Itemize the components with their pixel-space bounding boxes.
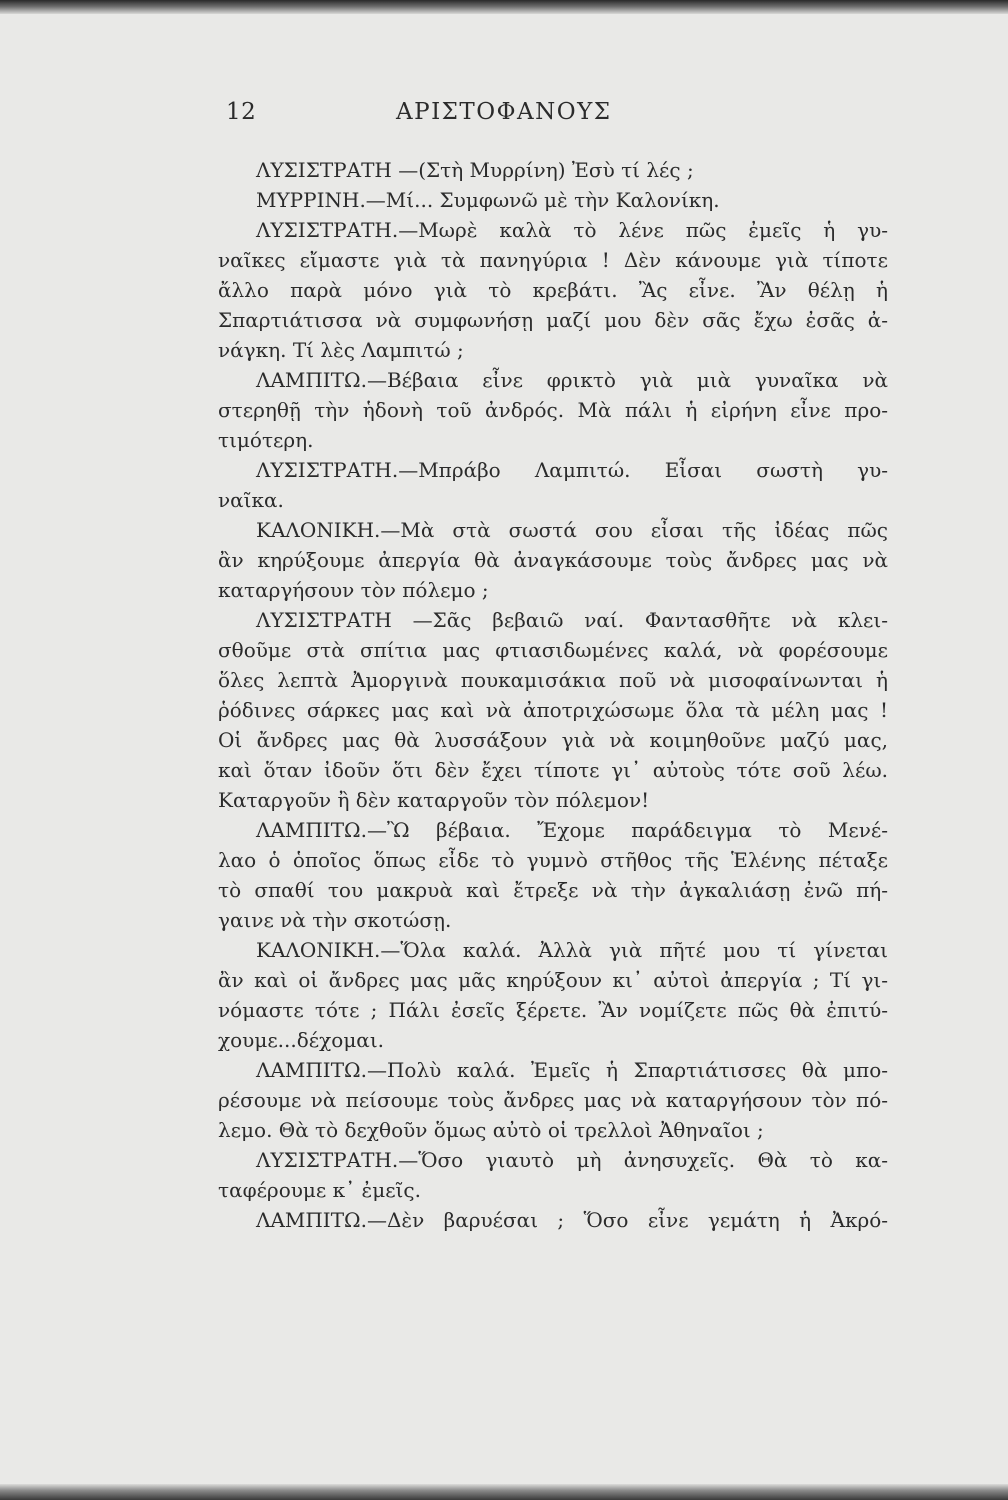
text-line: στερηθῇ τὴν ἡδονὴ τοῦ ἀνδρός. Μὰ πάλι ἡ εἰρήνη εἶνε προ-: [218, 398, 888, 422]
text-line: ΚΑΛΟΝΙΚΗ.—Μὰ στὰ σωστά σου εἶσαι τῆς ἰδέας πῶς: [256, 518, 888, 542]
text-line: ΛΥΣΙΣΤΡΑΤΗ.—Ὅσο γιαυτὸ μὴ ἀνησυχεῖς. Θὰ τὸ κα-: [256, 1148, 888, 1172]
text-line: Οἱ ἄνδρες μας θὰ λυσσάξουν γιὰ νὰ κοιμηθοῦνε μαζύ μας,: [218, 728, 888, 752]
scan-top-edge: [0, 0, 1008, 14]
text-line: λεμο. Θὰ τὸ δεχθοῦν ὅμως αὐτὸ οἱ τρελλοὶ Ἀθηναῖοι ;: [218, 1118, 764, 1142]
text-line: χουμε...δέχομαι.: [218, 1028, 385, 1052]
text-line: ΛΑΜΠΙΤΩ.—Δὲν βαρυέσαι ; Ὅσο εἶνε γεμάτη ἡ Ἀκρό-: [256, 1208, 888, 1232]
text-line: σθοῦμε στὰ σπίτια μας φτιασιδωμένες καλά, νὰ φορέσουμε: [218, 638, 888, 662]
text-line: ἂν καὶ οἱ ἄνδρες μας μᾶς κηρύξουν κι᾽ αὐτοὶ ἀπεργία ; Τί γι-: [218, 968, 888, 992]
text-line: ΛΥΣΙΣΤΡΑΤΗ.—Μπράβο Λαμπιτώ. Εἶσαι σωστὴ γυ-: [256, 458, 888, 482]
text-line: ἄλλο παρὰ μόνο γιὰ τὸ κρεβάτι. Ἂς εἶνε. Ἂν θέλῃ ἡ: [218, 278, 888, 302]
text-line: ΜΥΡΡΙΝΗ.—Μί... Συμφωνῶ μὲ τὴν Καλονίκη.: [256, 188, 720, 212]
text-line: λαο ὁ ὁποῖος ὅπως εἶδε τὸ γυμνὸ στῆθος τῆς Ἑλένης πέταξε: [218, 848, 888, 872]
text-line: ΛΑΜΠΙΤΩ.—Ὢ βέβαια. Ἔχομε παράδειγμα τὸ Μενέ-: [256, 818, 888, 842]
text-line: ἂν κηρύξουμε ἀπεργία θὰ ἀναγκάσουμε τοὺς ἄνδρες μας νὰ: [218, 548, 888, 572]
running-head: ΑΡΙΣΤΟΦΑΝΟΥΣ: [396, 99, 612, 125]
text-line: νόμαστε τότε ; Πάλι ἐσεῖς ξέρετε. Ἂν νομίζετε πῶς θὰ ἐπιτύ-: [218, 998, 888, 1022]
text-line: ΛΑΜΠΙΤΩ.—Βέβαια εἶνε φρικτὸ γιὰ μιὰ γυναῖκα νὰ: [256, 368, 888, 392]
scan-bottom-edge: [0, 1484, 1008, 1500]
text-line: ΛΥΣΙΣΤΡΑΤΗ.—Μωρὲ καλὰ τὸ λένε πῶς ἐμεῖς ἡ γυ-: [256, 218, 888, 242]
text-line: ὅλες λεπτὰ Ἀμοργινὰ πουκαμισάκια ποῦ νὰ μισοφαίνωνται ἡ: [218, 668, 888, 692]
body-text: [218, 155, 888, 1235]
text-line: ῥόδινες σάρκες μας καὶ νὰ ἀποτριχώσωμε ὅλα τὰ μέλη μας !: [218, 698, 888, 722]
text-line: καταργήσουν τὸν πόλεμο ;: [218, 578, 489, 602]
text-line: ταφέρουμε κ᾽ ἐμεῖς.: [218, 1178, 421, 1202]
text-line: νάγκη. Τί λὲς Λαμπιτώ ;: [218, 338, 464, 362]
page-number: 12: [226, 99, 257, 125]
text-line: ΚΑΛΟΝΙΚΗ.—Ὅλα καλά. Ἀλλὰ γιὰ πῆτέ μου τί γίνεται: [256, 938, 888, 962]
text-line: ναῖκες εἴμαστε γιὰ τὰ πανηγύρια ! Δὲν κάνουμε γιὰ τίποτε: [218, 248, 888, 272]
text-line: ΛΥΣΙΣΤΡΑΤΗ —(Στὴ Μυρρίνη) Ἐσὺ τί λές ;: [256, 158, 694, 182]
text-line: τὸ σπαθί του μακρυὰ καὶ ἔτρεξε νὰ τὴν ἀγκαλιάσῃ ἐνῶ πή-: [218, 878, 888, 902]
text-line: ρέσουμε νὰ πείσουμε τοὺς ἄνδρες μας νὰ καταργήσουν τὸν πό-: [218, 1088, 888, 1112]
text-line: ΛΥΣΙΣΤΡΑΤΗ —Σᾶς βεβαιῶ ναί. Φαντασθῆτε νὰ κλει-: [256, 608, 888, 632]
text-line: γαινε νὰ τὴν σκοτώσῃ.: [218, 908, 452, 932]
text-line: καὶ ὅταν ἰδοῦν ὅτι δὲν ἔχει τίποτε γι᾽ αὐτοὺς τότε σοῦ λέω.: [218, 758, 888, 782]
text-line: ΛΑΜΠΙΤΩ.—Πολὺ καλά. Ἐμεῖς ἡ Σπαρτιάτισσες θὰ μπο-: [256, 1058, 888, 1082]
text-line: ναῖκα.: [218, 488, 284, 512]
text-line: τιμότερη.: [218, 428, 314, 452]
text-line: Καταργοῦν ἢ δὲν καταργοῦν τὸν πόλεμον!: [218, 788, 650, 812]
text-line: Σπαρτιάτισσα νὰ συμφωνήσῃ μαζί μου δὲν σᾶς ἔχω ἐσᾶς ἀ-: [218, 308, 888, 332]
